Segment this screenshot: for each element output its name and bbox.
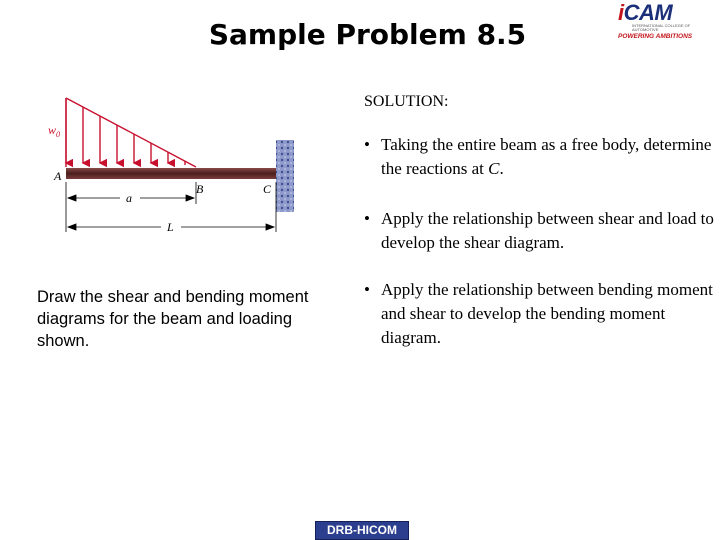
bullet-dot: •	[364, 209, 370, 228]
solution-bullets	[364, 133, 720, 350]
problem-statement: Draw the shear and bending moment diagrams for the beam and loading shown.	[37, 288, 309, 350]
point-b-label: B	[196, 182, 204, 196]
beam-figure	[46, 92, 306, 242]
wall-support	[276, 140, 294, 212]
beam	[66, 168, 276, 179]
distributed-load	[66, 98, 196, 167]
solution-bullet-3: • Apply the relationship between bending moment and shear to develop the bending moment diagram.	[364, 280, 713, 347]
solution-bullet-1: • Taking the entire beam as a free body, determine the reactions at C.	[364, 135, 712, 178]
icam-logo-mark: iCAM	[618, 0, 673, 25]
dimension-a-label: a	[126, 191, 132, 205]
icam-logo-fine-print-1: INTERNATIONAL COLLEGE OF	[632, 23, 691, 28]
solution-bullet-2: • Apply the relationship between shear and load to develop the shear diagram.	[364, 209, 714, 252]
point-a-label: A	[54, 169, 62, 183]
icam-logo-fine-print-2: AUTOMOTIVE	[632, 27, 659, 32]
icam-logo	[618, 2, 714, 42]
solution-heading: SOLUTION:	[364, 93, 449, 110]
bullet-dot: •	[364, 135, 370, 154]
dimension-l-label: L	[167, 220, 174, 234]
point-c-label: C	[263, 182, 272, 196]
slide-title: Sample Problem 8.5	[208, 18, 527, 51]
bullet-dot: •	[364, 280, 370, 299]
load-label: $w_0$	[48, 123, 61, 139]
icam-logo-slogan: POWERING AMBITIONS	[618, 33, 693, 40]
drb-hicom-logo: DRB-HICOM	[315, 521, 409, 540]
